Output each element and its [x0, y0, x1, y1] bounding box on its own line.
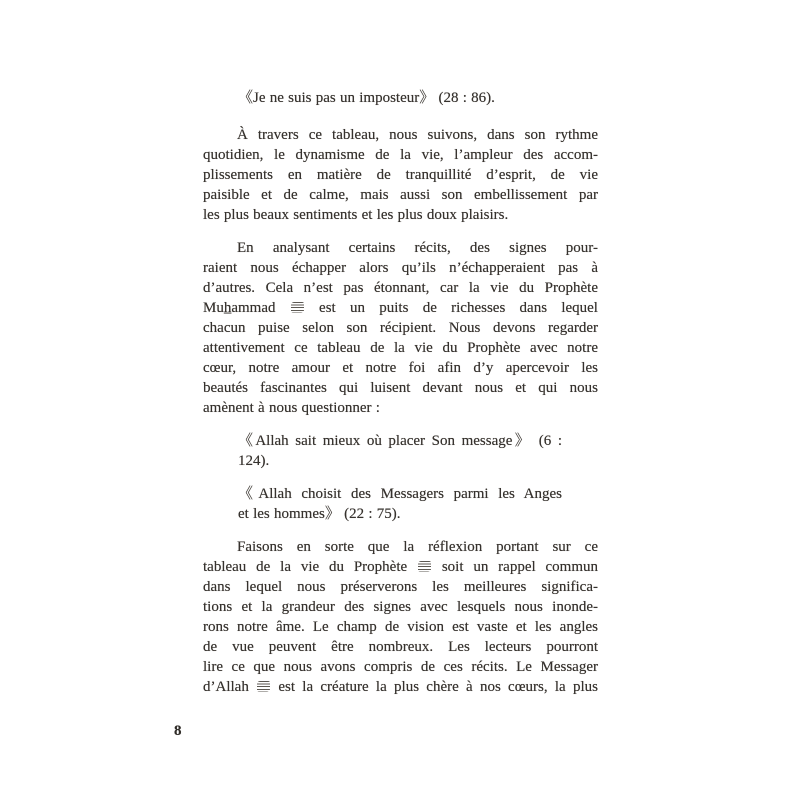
- quote-block: [238, 88, 562, 108]
- pbuh-calligraphy-icon: [418, 561, 431, 572]
- text-line: tableau de la vie du Prophète soit un rappel commun: [203, 559, 598, 575]
- content-blocks: [203, 88, 598, 710]
- text-line: 《Allah sait mieux où placer Son message》 (6 :: [238, 433, 562, 449]
- text-line: beautés fascinantes qui luisent devant nous et qui nous: [203, 380, 598, 396]
- text-line: dans lequel nous préserverons les meilleures significa-: [203, 579, 598, 595]
- text-line: d’autres. Cela n’est pas étonnant, car la vie du Prophète: [203, 280, 598, 296]
- text-line: d’Allah est la créature la plus chère à nos cœurs, la plus: [203, 679, 598, 695]
- text-line: 《Je ne suis pas un imposteur》 (28 : 86).: [238, 90, 495, 106]
- text-line: raient nous échapper alors qu’ils n’échapperaient pas à: [203, 260, 598, 276]
- text-line: les plus beaux sentiments et les plus doux plaisirs.: [203, 207, 509, 223]
- paragraph-block: [203, 125, 598, 225]
- text-line: paisible et de calme, mais aussi son embellissement par: [203, 187, 598, 203]
- text-line: cœur, notre amour et notre foi afin d’y apercevoir les: [203, 360, 598, 376]
- paragraph-block: [203, 238, 598, 418]
- text-line: À travers ce tableau, nous suivons, dans son rythme: [237, 127, 598, 143]
- quote-block: [238, 484, 562, 524]
- text-line: amènent à nous questionner :: [203, 400, 380, 416]
- text-line: 《Allah choisit des Messagers parmi les Anges: [238, 486, 562, 502]
- text-line: chacun puise selon son récipient. Nous devons regarder: [203, 320, 598, 336]
- text-line: Muh̲ammad est un puits de richesses dans lequel: [203, 300, 598, 316]
- text-line: plissements en matière de tranquillité d’esprit, de vie: [203, 167, 598, 183]
- text-line: En analysant certains récits, des signes pour-: [237, 240, 598, 256]
- text-line: rons notre âme. Le champ de vision est vaste et les angles: [203, 619, 598, 635]
- text-line: et les hommes》 (22 : 75).: [238, 506, 401, 522]
- page-number: 8: [174, 723, 182, 739]
- text-line: de vue peuvent être nombreux. Les lecteurs pourront: [203, 639, 598, 655]
- text-line: 124).: [238, 453, 270, 469]
- text-line: quotidien, le dynamisme de la vie, l’ampleur des accom-: [203, 147, 598, 163]
- paragraph-block: [203, 537, 598, 697]
- pbuh-calligraphy-icon: [257, 681, 270, 692]
- quote-block: [238, 431, 562, 471]
- text-line: lire ce que nous avons compris de ces récits. Le Messager: [203, 659, 598, 675]
- text-line: attentivement ce tableau de la vie du Prophète avec notre: [203, 340, 598, 356]
- text-line: Faisons en sorte que la réflexion portant sur ce: [237, 539, 598, 555]
- pbuh-calligraphy-icon: [291, 302, 304, 313]
- text-line: tions et la grandeur des signes avec lesquels nous inonde-: [203, 599, 598, 615]
